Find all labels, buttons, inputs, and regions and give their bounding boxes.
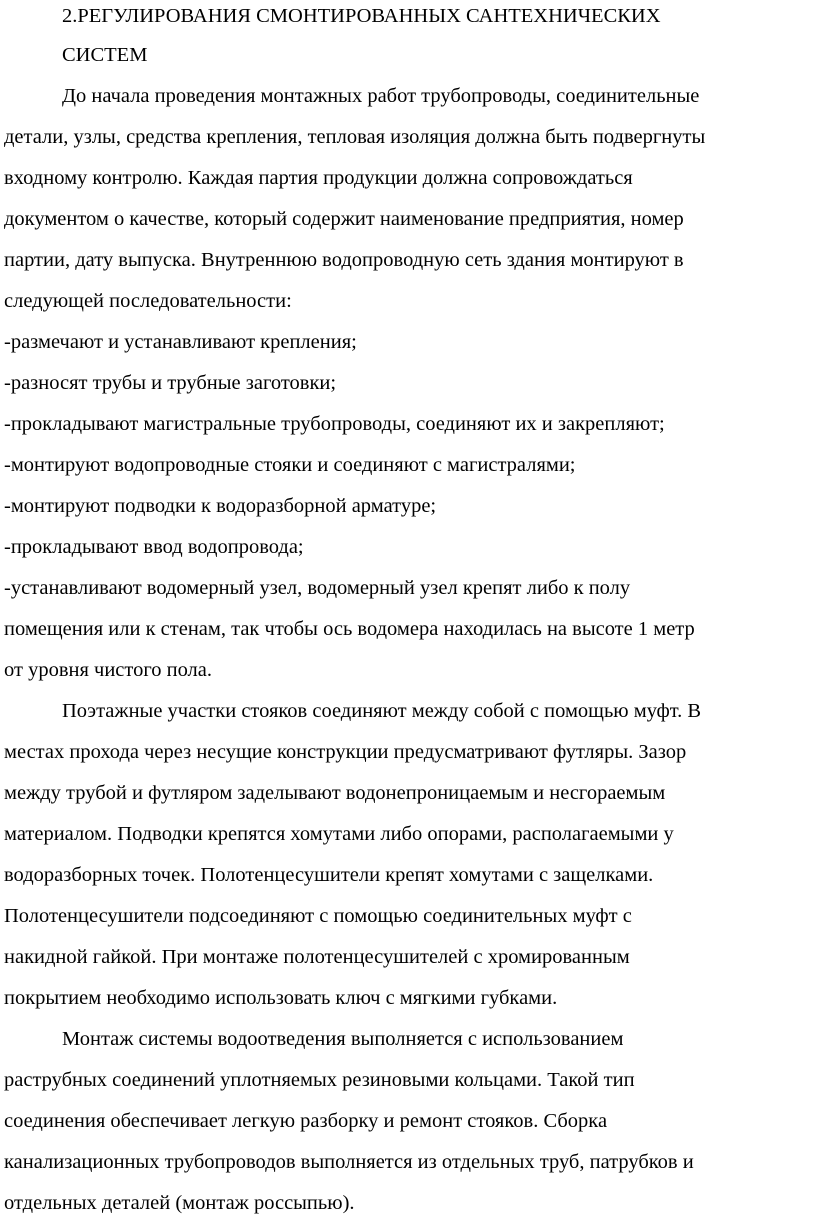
step-item: -прокладывают ввод водопровода; [4,536,304,558]
paragraph-1-line: детали, узлы, средства крепления, тепловая изоляция должна быть подвергнуты [4,126,706,148]
paragraph-1-line: До начала проведения монтажных работ трубопроводы, соединительные [62,85,700,107]
paragraph-2-line: между трубой и футляром заделывают водонепроницаемым и несгораемым [4,782,666,804]
step-item: -монтируют водопроводные стояки и соединяют с магистралями; [4,454,576,476]
step-item: помещения или к стенам, так чтобы ось водомера находилась на высоте 1 метр [4,618,695,640]
paragraph-3-line: канализационных трубопроводов выполняется из отдельных труб, патрубков и [4,1151,694,1173]
paragraph-3-line: отдельных деталей (монтаж россыпью). [4,1192,355,1214]
paragraph-2-line: покрытием необходимо использовать ключ с мягкими губками. [4,987,558,1009]
paragraph-2-line: накидной гайкой. При монтаже полотенцесушителей с хромированным [4,946,630,968]
paragraph-1-line: документом о качестве, который содержит наименование предприятия, номер [4,208,684,230]
heading-line-2: СИСТЕМ [62,44,148,66]
step-item: -размечают и устанавливают крепления; [4,331,357,353]
paragraph-2-line: водоразборных точек. Полотенцесушители крепят хомутами с защелками. [4,864,654,886]
step-item: от уровня чистого пола. [4,659,213,681]
paragraph-2-line: материалом. Подводки крепятся хомутами либо опорами, располагаемыми у [4,823,674,845]
paragraph-1-line: партии, дату выпуска. Внутреннюю водопроводную сеть здания монтируют в [4,249,684,271]
paragraph-3-line: соединения обеспечивает легкую разборку и ремонт стояков. Сборка [4,1110,608,1132]
step-item: -монтируют подводки к водоразборной арматуре; [4,495,437,517]
step-item: -прокладывают магистральные трубопроводы, соединяют их и закрепляют; [4,413,665,435]
paragraph-2-line: Поэтажные участки стояков соединяют между собой с помощью муфт. В [62,700,702,722]
paragraph-2-line: местах прохода через несущие конструкции предусматривают футляры. Зазор [4,741,687,763]
paragraph-3-line: Монтаж системы водоотведения выполняется с использованием [62,1028,624,1050]
paragraph-3-line: раструбных соединений уплотняемых резиновыми кольцами. Такой тип [4,1069,635,1091]
paragraph-1-line: входному контролю. Каждая партия продукции должна сопровождаться [4,167,633,189]
paragraph-2-line: Полотенцесушители подсоединяют с помощью соединительных муфт с [4,905,632,927]
step-item: -разносят трубы и трубные заготовки; [4,372,337,394]
heading-line-1: 2.РЕГУЛИРОВАНИЯ СМОНТИРОВАННЫХ САНТЕХНИЧЕСКИХ [62,5,661,27]
paragraph-1-line: следующей последовательности: [4,290,292,312]
step-item: -устанавливают водомерный узел, водомерный узел крепят либо к полу [4,577,631,599]
